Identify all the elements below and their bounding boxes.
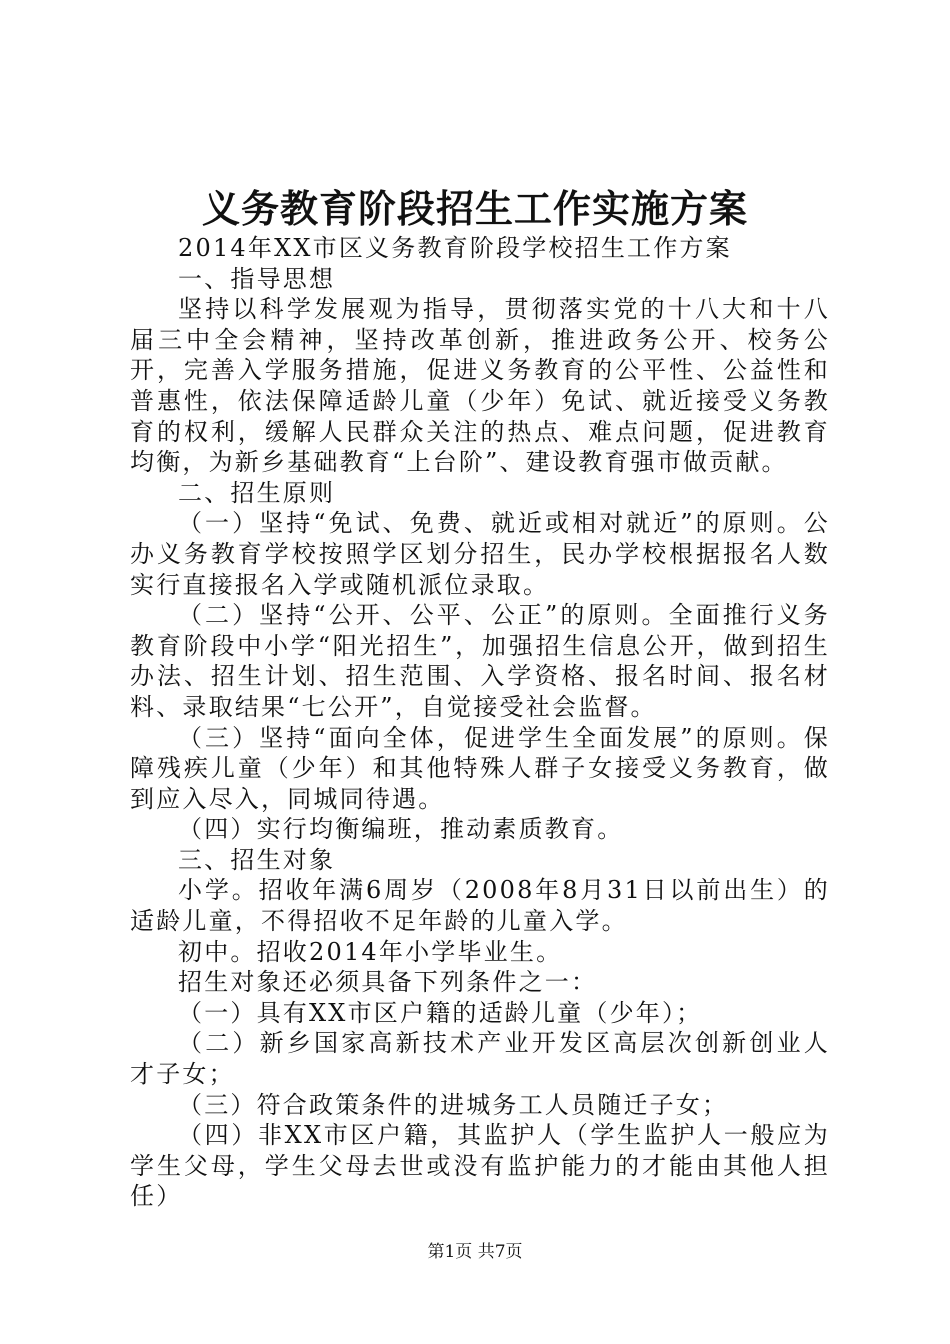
paragraph-condition-1: （一）具有XX市区户籍的适龄儿童（少年）； — [178, 998, 703, 1027]
paragraph-primary-school: 小学。招收年满6周岁（2008年8月31日以前出生）的适龄儿童，不得招收不足年龄的儿童入学。 — [130, 876, 830, 936]
paragraph-guiding-ideology: 坚持以科学发展观为指导，贯彻落实党的十八大和十八届三中全会精神，坚持改革创新，推进政务公开、校务公开，完善入学服务措施，促进义务教育的公平性、公益性和普惠性，依法保障适龄儿童（少年）免试、就近接受义务教育的权利，缓解人民群众关注的热点、难点问题，促进教育均衡，为新乡基础教育“上台阶”、建设教育强市做贡献。 — [130, 295, 830, 477]
paragraph-condition-2: （二）新乡国家高新技术产业开发区高层次创新创业人才子女； — [130, 1029, 830, 1089]
paragraph-subtitle: 2014年XX市区义务教育阶段学校招生工作方案 — [178, 234, 732, 262]
heading-enrollment-principles: 二、招生原则 — [178, 478, 336, 507]
paragraph-conditions-intro: 招生对象还必须具备下列条件之一： — [178, 968, 598, 997]
paragraph-principle-4: （四）实行均衡编班，推动素质教育。 — [178, 815, 624, 844]
heading-guiding-ideology: 一、指导思想 — [178, 264, 336, 293]
paragraph-junior-high: 初中。招收2014年小学毕业生。 — [178, 937, 563, 966]
paragraph-principle-2: （二）坚持“公开、公平、公正”的原则。全面推行义务教育阶段中小学“阳光招生”，加强招生信息公开，做到招生办法、招生计划、招生范围、入学资格、报名时间、报名材料、录取结果“七公开”，自觉接受社会监督。 — [130, 601, 830, 721]
heading-enrollment-targets: 三、招生对象 — [178, 845, 336, 874]
document-title: 义务教育阶段招生工作实施方案 — [201, 186, 748, 231]
paragraph-condition-3: （三）符合政策条件的进城务工人员随迁子女； — [178, 1090, 729, 1119]
paragraph-principle-1: （一）坚持“免试、免费、就近或相对就近”的原则。公办义务教育学校按照学区划分招生，民办学校根据报名人数实行直接报名入学或随机派位录取。 — [130, 509, 830, 599]
paragraph-condition-4: （四）非XX市区户籍，其监护人（学生监护人一般应为学生父母，学生父母去世或没有监护能力的才能由其他人担任） — [130, 1121, 830, 1211]
paragraph-principle-3: （三）坚持“面向全体，促进学生全面发展”的原则。保障残疾儿童（少年）和其他特殊人群子女接受义务教育，做到应入尽入，同城同待遇。 — [130, 723, 830, 813]
page-footer: 第1页 共7页 — [427, 1242, 523, 1262]
document-body — [130, 233, 830, 1212]
